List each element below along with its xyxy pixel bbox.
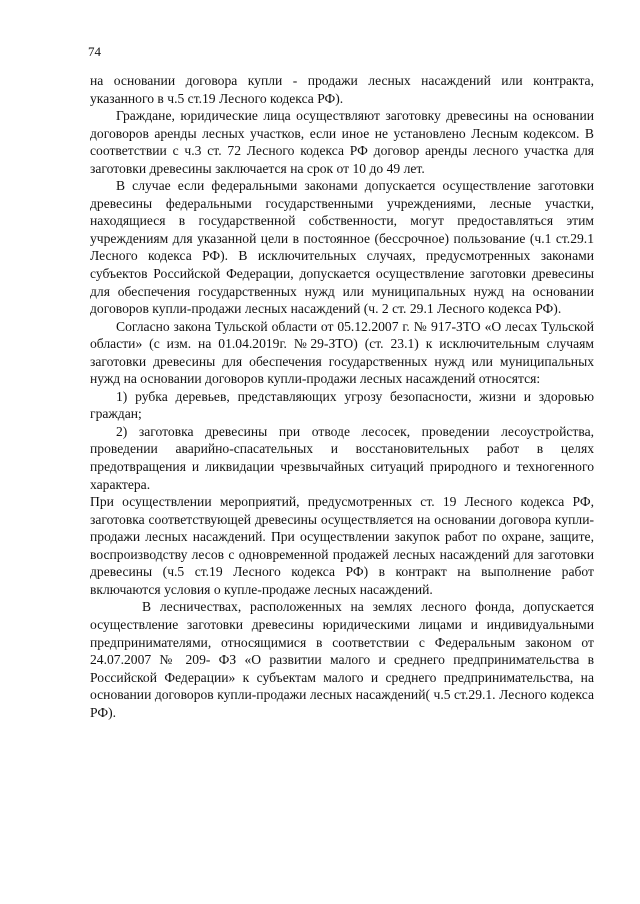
document-body <box>90 72 594 721</box>
paragraph-lease-agreements: Граждане, юридические лица осуществляют заготовку древесины на основании договоров аренды лесных участков, если иное не установлено Лесным кодексом. В соответствии с ч.3 ст. 72 Лесного кодекса РФ договор аренды лесного участка для заготовки древесины заключается на срок от 10 до 49 лет. <box>90 108 594 176</box>
list-item-2: 2) заготовка древесины при отводе лесосек, проведении лесоустройства, проведении аварийно-спасательных и восстановительных работ в целях предотвращения и ликвидации чрезвычайных ситуаций природного и техногенного характера. <box>90 423 594 492</box>
page-number: 74 <box>88 44 101 59</box>
paragraph-federal-institutions: В случае если федеральными законами допускается осуществление заготовки древесины федеральными государственными учреждениями, лесные участки, находящиеся в государственной собственности, могут предоставляться этим учреждениям для указанной цели в постоянное (бессрочное) пользование (ч.1 ст.29.1 Лесного кодекса РФ). В исключительных случаях, предусмотренных законами субъектов Российской Федерации, допускается осуществление заготовки древесины для обеспечения государственных нужд или муниципальных нужд на основании договоров купли-продажи лесных насаждений (ч. 2 ст. 29.1 Лесного кодекса РФ). <box>90 178 594 317</box>
paragraph-measures: При осуществлении мероприятий, предусмотренных ст. 19 Лесного кодекса РФ, заготовка соответствующей древесины осуществляется на основании договора купли-продажи лесных насаждений. При осуществлении закупок работ по охране, защите, воспроизводству лесов с одновременной продажей лесных насаждений для заготовки древесины (ч.5 ст.19 Лесного кодекса РФ) в контракт на выполнение работ включаются условия о купле-продаже лесных насаждений. <box>90 494 594 597</box>
paragraph-small-business: В лесничествах, расположенных на землях лесного фонда, допускается осуществление заготовки древесины юридическими лицами и индивидуальными предпринимателями, относящимися в соответствии с Федеральным законом от 24.07.2007 № 209- ФЗ «О развитии малого и среднего предпринимательства в Российской Федерации» к субъектам малого и среднего предпринимательства, на основании договоров купли-продажи лесных насаждений( ч.5 ст.29.1. Лесного кодекса РФ). <box>90 599 594 720</box>
paragraph-continuation: на основании договора купли - продажи лесных насаждений или контракта, указанного в ч.5 ст.19 Лесного кодекса РФ). <box>90 73 594 106</box>
paragraph-tula-law: Согласно закона Тульской области от 05.12.2007 г. № 917-ЗТО «О лесах Тульской области» (с изм. на 01.04.2019г. №29-ЗТО) (ст. 23.1) к исключительным случаям заготовки древесины для обеспечения государственных нужд или муниципальных нужд на основании договоров купли-продажи лесных насаждений относятся: <box>90 318 594 387</box>
list-item-1: 1) рубка деревьев, представляющих угрозу безопасности, жизни и здоровью граждан; <box>90 388 594 422</box>
